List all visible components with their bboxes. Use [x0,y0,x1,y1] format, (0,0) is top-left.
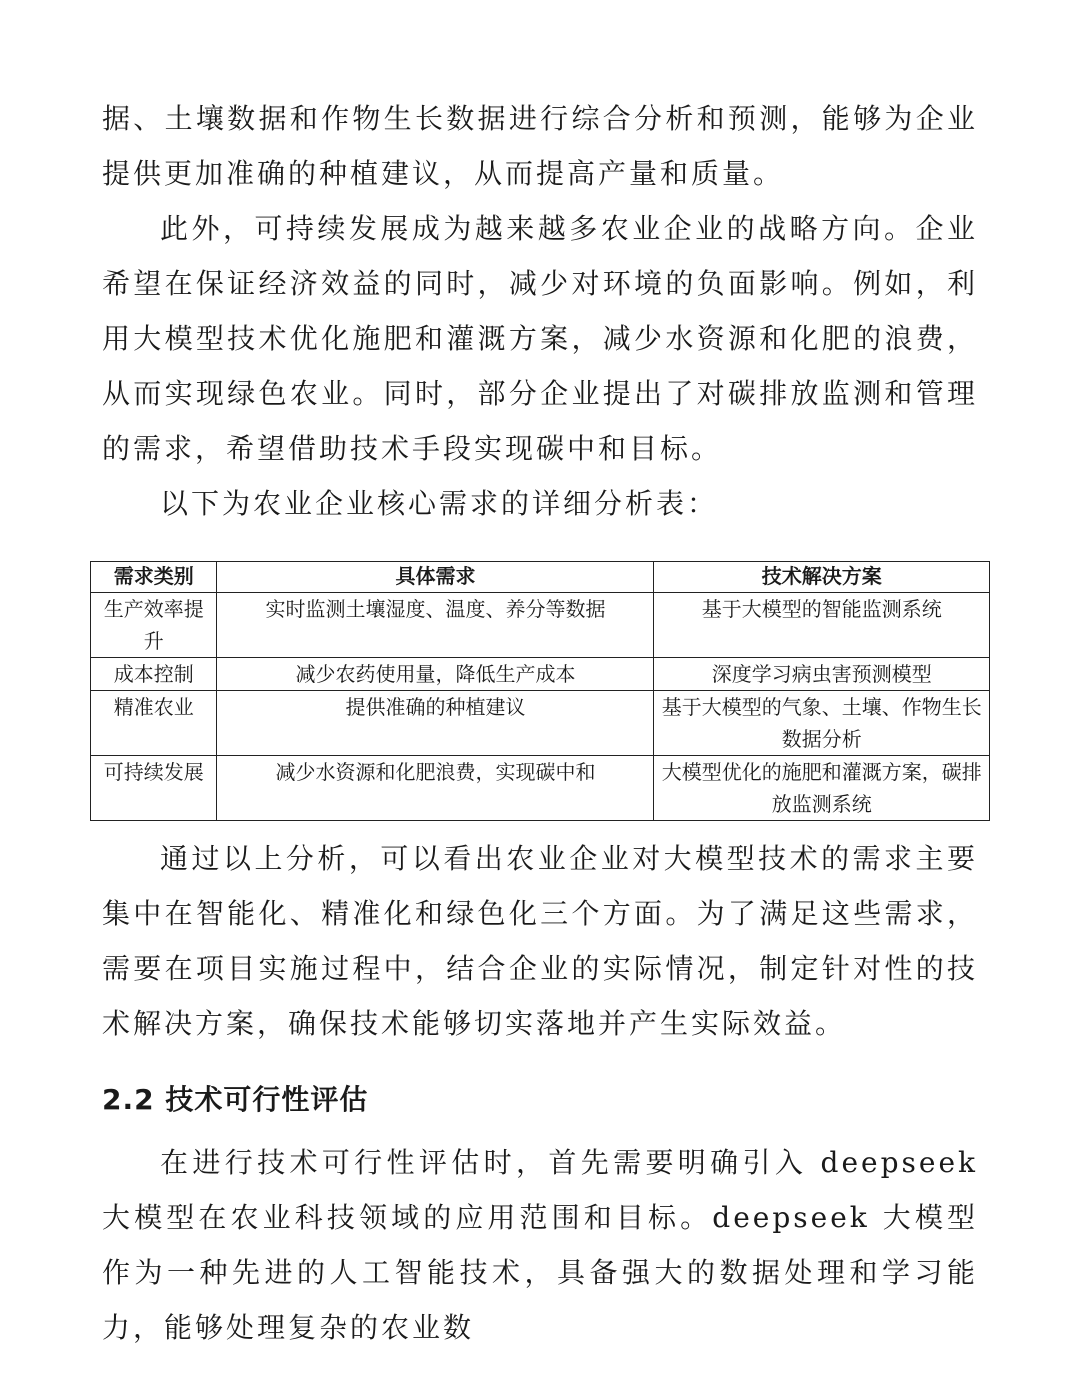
paragraph-continued: 据、土壤数据和作物生长数据进行综合分析和预测，能够为企业提供更加准确的种植建议，从而提高产量和质量。 [102,102,978,190]
table-cell-category: 生产效率提升 [91,593,217,658]
table-cell-requirement: 提供准确的种植建议 [217,691,654,756]
table-row [91,593,990,658]
table-row [91,756,990,821]
requirements-table-wrapper [90,561,990,821]
table-cell-requirement: 实时监测土壤湿度、温度、养分等数据 [217,593,654,658]
requirements-table [90,561,990,821]
table-header-cell: 需求类别 [91,562,217,593]
table-header-cell: 具体需求 [217,562,654,593]
paragraph-analysis-summary: 通过以上分析，可以看出农业企业对大模型技术的需求主要集中在智能化、精准化和绿色化三个方面。为了满足这些需求，需要在项目实施过程中，结合企业的实际情况，制定针对性的技术解决方案，确保技术能够切实落地并产生实际效益。 [102,842,978,1040]
table-cell-solution: 大模型优化的施肥和灌溉方案，碳排放监测系统 [654,756,990,821]
table-cell-solution: 基于大模型的智能监测系统 [654,593,990,658]
table-header-cell: 技术解决方案 [654,562,990,593]
paragraph-feasibility: 在进行技术可行性评估时，首先需要明确引入 deepseek 大模型在农业科技领域的应用范围和目标。deepseek 大模型作为一种先进的人工智能技术，具备强大的数据处理和学习能力，能够处理复杂的农业数 [102,1146,978,1344]
table-cell-category: 可持续发展 [91,756,217,821]
table-cell-requirement: 减少农药使用量，降低生产成本 [217,658,654,691]
paragraph-table-intro: 以下为农业企业核心需求的详细分析表： [160,487,719,520]
table-row [91,658,990,691]
table-cell-category: 精准农业 [91,691,217,756]
table-cell-solution: 基于大模型的气象、土壤、作物生长数据分析 [654,691,990,756]
table-header-row [91,562,990,593]
table-cell-requirement: 减少水资源和化肥浪费，实现碳中和 [217,756,654,821]
table-cell-category: 成本控制 [91,658,217,691]
paragraph-sustainability: 此外，可持续发展成为越来越多农业企业的战略方向。企业希望在保证经济效益的同时，减少对环境的负面影响。例如，利用大模型技术优化施肥和灌溉方案，减少水资源和化肥的浪费，从而实现绿色农业。同时，部分企业提出了对碳排放监测和管理的需求，希望借助技术手段实现碳中和目标。 [102,212,978,465]
table-row [91,691,990,756]
table-cell-solution: 深度学习病虫害预测模型 [654,658,990,691]
section-heading: 2.2 技术可行性评估 [102,1083,369,1116]
